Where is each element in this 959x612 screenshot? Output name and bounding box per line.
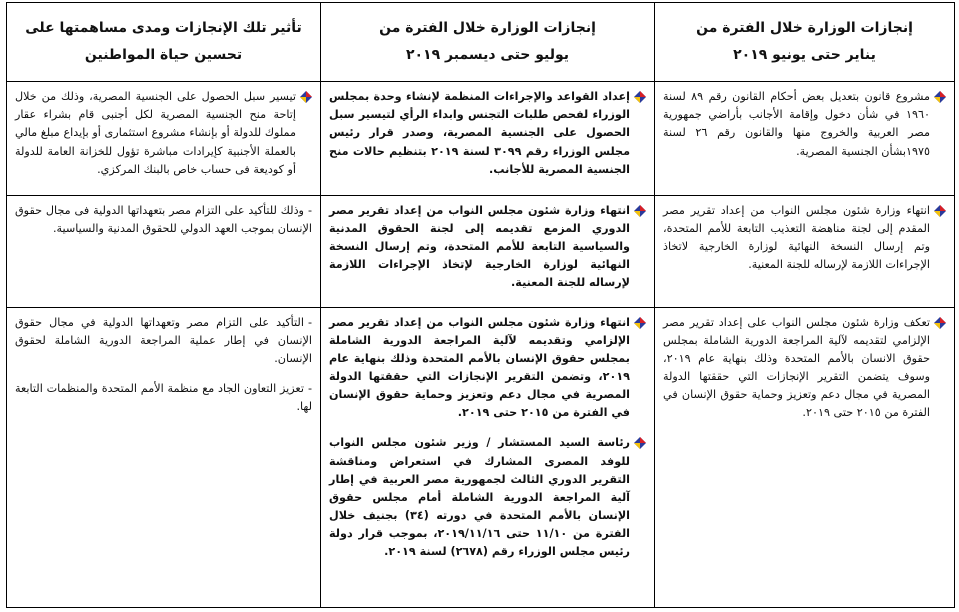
header-impact bbox=[7, 3, 321, 82]
diamond-arrow-bullet-icon bbox=[934, 205, 946, 217]
entry-text: انتهاء وزارة شئون مجلس النواب من إعداد تقرير مصر الإلزامي وتقديمه لآلية المراجعة الدورية الشاملة بمجلس حقوق الإنسان بالأمم المتحدة وذلك بنهاية عام ٢٠١٩، وتضمن التقرير الإنجازات التي حققتها الدولة المصرية في مجال دعم وتعزيز وحماية حقوق الإنسان في الفترة من ٢٠١٥ حتى ٢٠١٩. bbox=[329, 315, 630, 420]
diamond-arrow-bullet-icon bbox=[934, 317, 946, 329]
dash-entry bbox=[15, 380, 312, 416]
header-line: تحسين حياة المواطنين bbox=[84, 47, 243, 64]
cell-jul-dec bbox=[321, 307, 655, 607]
diamond-arrow-bullet-icon bbox=[634, 205, 646, 217]
cell-jul-dec bbox=[321, 195, 655, 307]
entry-text: تعكف وزارة شئون مجلس النواب على إعداد تقرير مصر الإلزامي لتقديمه لآلية المراجعة الدورية الشاملة بمجلس حقوق الانسان بالأمم المتحدة وذلك بنهاية عام ٢٠١٩، وسوف يتضمن التقرير الإنجازات التي حققتها الدولة المصرية في مجال دعم وتعزيز وحماية حقوق الإنسان في الفترة من ٢٠١٥ حتى ٢٠١٩. bbox=[663, 315, 930, 420]
cell-jan-jun bbox=[655, 195, 955, 307]
document-page bbox=[6, 2, 954, 608]
entry-text: إعداد القواعد والإجراءات المنظمة لإنشاء وحدة بمجلس الوزراء لفحص طلبات التجنس وابداء الرأي لتيسير سبل الحصول على الجنسية المصرية، وصدر قرار رئيس مجلس الوزراء رقم ٣٠٩٩ لسنة ٢٠١٩ بتنظيم حالات منح الجنسية المصرية للأجانب. bbox=[329, 90, 630, 176]
bullet-entry bbox=[329, 314, 646, 423]
entry-text: مشروع قانون بتعديل بعض أحكام القانون رقم ٨٩ لسنة ١٩٦٠ في شأن دخول وإقامة الأجانب بأراضي جمهورية مصر العربية والخروج منها والقانون رقم ٢٦ لسنة ١٩٧٥بشأن الجنسية المصرية. bbox=[663, 90, 930, 158]
cell-impact bbox=[7, 195, 321, 307]
entry-text: وذلك للتأكيد على التزام مصر بتعهداتها الدولية فى مجال حقوق الإنسان بموجب العهد الدولي للحقوق المدنية والسياسية. bbox=[15, 203, 312, 235]
diamond-arrow-bullet-icon bbox=[634, 317, 646, 329]
dash-entry bbox=[15, 314, 312, 368]
diamond-arrow-bullet-icon bbox=[934, 91, 946, 103]
header-line: يوليو حتى ديسمبر ٢٠١٩ bbox=[405, 47, 570, 64]
cell-jan-jun bbox=[655, 82, 955, 196]
bullet-entry bbox=[329, 88, 646, 179]
diamond-arrow-bullet-icon bbox=[300, 91, 312, 103]
entry-text: تيسير سبل الحصول على الجنسية المصرية، وذلك من خلال إتاحة منح الجنسية المصرية لكل أجنبى قام بشراء عقار مملوك للدولة أو بإنشاء مشروع استثمارى أو بإيداع مبلغ مالي بالعملة الأجنبية كإيرادات مباشرة تؤول للخزانة العامة للدولة أو كوديعة فى حساب خاص بالبنك المركزي. bbox=[15, 90, 296, 176]
bullet-entry bbox=[663, 202, 946, 275]
bullet-entry bbox=[329, 434, 646, 561]
diamond-arrow-bullet-icon bbox=[634, 91, 646, 103]
table-row bbox=[7, 82, 955, 196]
header-jul-dec-2019 bbox=[321, 3, 655, 82]
entry-text: انتهاء وزارة شئون مجلس النواب من إعداد تقرير مصر الدوري المزمع تقديمه إلى لجنة الحقوق المدنية والسياسية التابعة للأمم المتحدة، وتم إرسال النسخة النهائية لوزارة الخارجية لإتخاذ الإجراءات اللازمة لإرساله للجنة المعنية. bbox=[329, 203, 630, 290]
bullet-entry bbox=[663, 88, 946, 161]
header-row bbox=[7, 3, 955, 82]
cell-jan-jun bbox=[655, 307, 955, 607]
bullet-entry bbox=[329, 202, 646, 293]
header-line: يناير حتى يونيو ٢٠١٩ bbox=[733, 47, 876, 64]
table-row bbox=[7, 195, 955, 307]
header-line: تأثير تلك الإنجازات ومدى مساهمتها على bbox=[25, 20, 302, 37]
dash-marker: - bbox=[307, 381, 312, 395]
header-jan-jun-2019 bbox=[655, 3, 955, 82]
dash-marker: - bbox=[307, 315, 312, 329]
entry-text: التأكيد على التزام مصر وتعهداتها الدولية في مجال حقوق الإنسان في إطار عملية المراجعة الدورية الشاملة لحقوق الإنسان. bbox=[15, 315, 312, 365]
cell-impact bbox=[7, 82, 321, 196]
cell-jul-dec bbox=[321, 82, 655, 196]
dash-entry bbox=[15, 202, 312, 238]
entry-text: رئاسة السيد المستشار / وزير شئون مجلس النواب للوفد المصرى المشارك في استعراض ومناقشة التقرير الدوري الثالث لجمهورية مصر العربية في إطار آلية المراجعة الدورية الشاملة أمام مجلس حقوق الإنسان بالأمم المتحدة في دورته (٣٤) بجنيف خلال الفترة من ١١/١٠ حتى ٢٠١٩/١١/١٦، بموجب قرار دولة رئيس مجلس الوزراء رقم (٢٦٧٨) لسنة ٢٠١٩. bbox=[329, 436, 630, 559]
entry-text: تعزيز التعاون الجاد مع منظمة الأمم المتحدة والمنظمات التابعة لها. bbox=[15, 381, 312, 414]
cell-impact bbox=[7, 307, 321, 607]
bullet-entry bbox=[663, 314, 946, 423]
bullet-entry bbox=[15, 88, 312, 179]
header-line: إنجازات الوزارة خلال الفترة من bbox=[696, 20, 913, 37]
diamond-arrow-bullet-icon bbox=[634, 437, 646, 449]
dash-marker: - bbox=[307, 203, 312, 217]
table-row bbox=[7, 307, 955, 607]
entry-text: انتهاء وزارة شئون مجلس النواب من إعداد تقرير مصر المقدم إلى لجنة مناهضة التعذيب التابعة للأمم المتحدة، وتم إرسال النسخة النهائية لوزارة الخارجية لاتخاذ الإجراءات اللازمة لإرساله للجنة المعنية. bbox=[663, 203, 930, 272]
header-line: إنجازات الوزارة خلال الفترة من bbox=[379, 20, 596, 37]
achievements-table bbox=[6, 2, 955, 608]
